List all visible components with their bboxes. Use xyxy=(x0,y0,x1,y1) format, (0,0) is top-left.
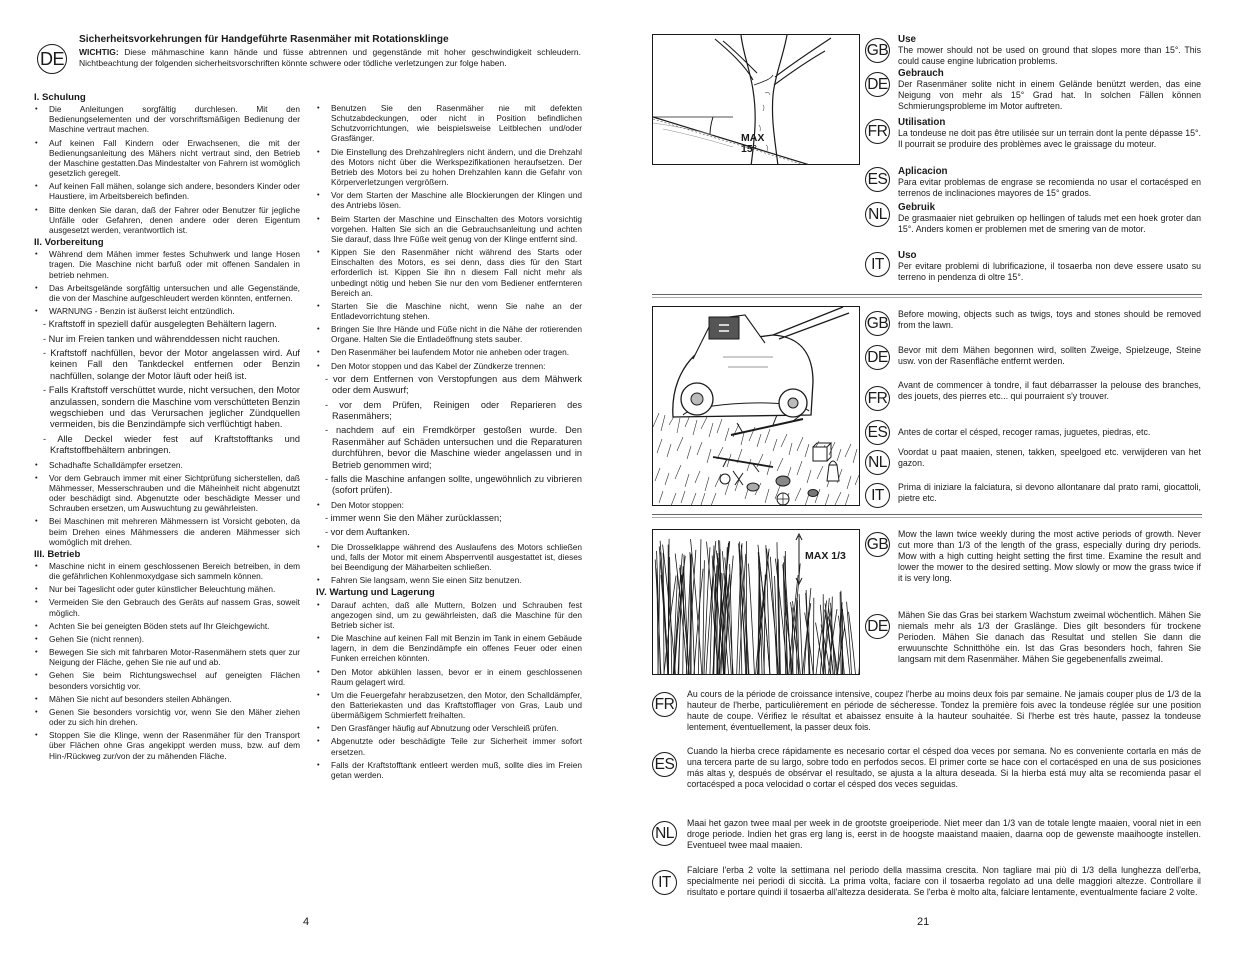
slope-heading: Utilisation xyxy=(898,117,946,128)
slope-text: De grasmaaier niet gebruiken op hellingen of taluds met een hoek groter dan 15°. Anders komen er problemen met de smering van de motor. xyxy=(898,213,1201,234)
lang-badge-de: DE xyxy=(865,614,890,639)
list-subitem: - immer wenn Sie den Mäher zurücklassen; xyxy=(325,512,502,523)
list-item: • Starten Sie die Maschine nicht, wenn Sie nahe an der Entladevorrichtung stehen. xyxy=(316,301,582,321)
list-item: • Fahren Sie langsam, wenn Sie einen Sitz benutzen. xyxy=(316,575,582,585)
slope-text: Para evitar problemas de engrase se recomienda no usar el cortacésped en terrenos de inclinaciones mayores de 15° grados. xyxy=(898,177,1201,198)
list-item: • Falls der Kraftstofftank entleert werden muß, sollte dies im Freien getan werden. xyxy=(316,760,582,780)
slope-block-de xyxy=(898,68,1201,112)
grass-blade xyxy=(816,627,822,675)
grass-text-nl: Maai het gazon twee maal per week in de grootste groeiperiode. Niet meer dan 1/3 van de totale lengte maaien, vooral niet in een droge periode. Indien het gras erg lang is, eerst in de hoogste maaistand maaien, daarna oop de gewenste maaihoogte instellen. Eventueel twee maal maaien. xyxy=(687,818,1201,850)
slope-text: La tondeuse ne doit pas être utilisée sur un terrain dont la pente dépasse 15°. Il pourrait se produire des problèmes avec le graissage du moteur. xyxy=(898,128,1201,149)
grass-text-de: Mähen Sie das Gras bei starkem Wachstum zweimal wöchentlich. Mähen Sie niemals mehr als 1/3 der Graslänge. Dies gilt besonders für trockene Perioden. Mähen Sie danach das Resultat und stellen Sie dann die erwuunschte Schnitthöhe ein. Ist das Gras besonders hoch, fahren Sie langsam mit dem Rasenmäher. Mähen Sie gegebenenfalls zweimal. xyxy=(898,610,1201,664)
slope-heading: Gebruik xyxy=(898,202,936,213)
grass-text-fr: Au cours de la période de croissance intensive, coupez l'herbe au moins deux fois par semaine. Ne jamais couper plus de 1/3 de la hauteur de l'herbe, particulièrement en période de sécheresse. Tondez la première fois avec la tondeuse réglée sur une position haute de coupe. Vérifiez le résultat et abaissez ensuite à la hauteur souhaitée. Si l'herbe est très haute, passez la tondeuse lentement, éventuellement, la passer deux fois. xyxy=(687,689,1201,732)
list-item: • Den Motor stoppen und das Kabel der Zündkerze trennen: xyxy=(316,361,582,371)
warning-paragraph xyxy=(79,47,581,69)
grass-height-illustration xyxy=(652,529,860,675)
list-item: • Die Anleitungen sorgfältig durchlesen. Mit den Bedienungselementen und der vorschriftsmäßigen Bedienung der Maschine vertraut machen. xyxy=(34,104,300,134)
list-subitem: - nachdem auf ein Fremdkörper gestoßen wurde. Den Rasenmäher auf Schäden untersuchen und die Reparaturen durchführen, bevor die Maschine wieder angelassen und in Betrieb genommen wird; xyxy=(325,425,582,470)
warning-text: Diese mähmaschine kann hände und füsse abtrennen und gegenstände mit hoher geschwindigkeit schleudern. Nichtbeachtung der folgenden sicherheitsvorschriften könnte schwere oder tödliche verletzungen zur folge haben. xyxy=(79,47,581,68)
page-number-right: 21 xyxy=(917,916,930,928)
slope-block-gb xyxy=(898,34,1201,67)
list-item: • Mähen Sie nicht auf besonders steilen Abhängen. xyxy=(34,694,300,704)
list-item: • Genen Sie besonders vorsichtig vor, wenn Sie den Mäher ziehen oder zu sich hin drehen. xyxy=(34,707,300,727)
grass-blade xyxy=(661,575,668,675)
list-item: • Stoppen Sie die Klinge, wenn der Rasenmäher für den Transport über Flächen ohne Gras angekippt werden muss, bzw. auf dem Hin-/Rückweg zur/von der zu mähenden Fläche. xyxy=(34,730,300,760)
debris-text-es: Antes de cortar el césped, recoger ramas, juguetes, piedras, etc. xyxy=(898,427,1151,437)
list-item: • Den Motor abkühlen lassen, bevor er in einem geschlossenen Raum gelagert wird. xyxy=(316,667,582,687)
lang-badge-gb: GB xyxy=(865,311,890,336)
list-item: • Das Arbeitsgelände sorgfältig untersuchen und alle Gegenstände, die von der Maschine aufgeschleudert werden könnten, entfernen. xyxy=(34,283,300,303)
list-item: • Auf keinen Fall Kindern oder Erwachsenen, die mit der Bedienungsanleitung des Mähers nicht vertraut sind, den Betrieb der Maschine gestatten.Das Mindestalter von Fahrern ist womöglich gesetzlich geregelt. xyxy=(34,138,300,179)
lang-badge-es: ES xyxy=(865,420,890,445)
lang-badge-gb: GB xyxy=(865,532,890,557)
lang-badge-fr: FR xyxy=(652,692,677,717)
list-subitem: - vor dem Prüfen, Reinigen oder Reparieren des Rasenmähers; xyxy=(325,399,582,421)
lang-badge-es: ES xyxy=(652,752,677,777)
list-item: • Vor dem Starten der Maschine alle Blockierungen der Klingen und des Antriebs lösen. xyxy=(316,190,582,210)
list-item: • Bitte denken Sie daran, daß der Fahrer oder Benutzer für jegliche Unfälle oder Gefahren, denen andere oder deren Eigentum ausgesetzt werden, verantwortlich ist. xyxy=(34,205,300,235)
list-item: • Maschine nicht in einem geschlossenen Bereich betreiben, in dem die gefährlichen Kohlenmoxydgase sich sammeln können. xyxy=(34,561,300,581)
grass-text-es: Cuando la hierba crece rápidamente es necesario cortar el césped doa veces por semana. No es conveniente cortarla en más de una tercera parte de su largo, sobre todo en perfodos secos. El primer corte se hace con el cortacésped en una de sus posiciones más altas y, después de obsérvar el resultado, se ajusta a la altura deseada. Si la hierba está muy alta se recomienda pasar el cortacésped a poca velocidad o cortar el césped dos veces seguidas. xyxy=(687,746,1201,789)
slope-heading: Aplicacion xyxy=(898,166,948,177)
lang-badge-it: IT xyxy=(652,870,677,895)
section-divider xyxy=(652,294,1202,298)
list-subitem: - vor dem Entfernen von Verstopfungen aus dem Mähwerk oder dem Auswurf; xyxy=(325,373,582,396)
grass-blade xyxy=(703,560,705,675)
slope-illustration xyxy=(652,34,860,165)
list-item: • Während dem Mähen immer festes Schuhwerk und lange Hosen tragen. Die Maschine nicht barfuß oder mit offenen Sandalen in betrieb nehmen. xyxy=(34,249,300,279)
list-subitem: - Falls Kraftstoff verschüttet wurde, nicht versuchen, den Motor anzulassen, sondern die Maschine vom verschütteten Benzin wegschieben und das Verursachen jeglicher Zündquellen vermeiden, bis die Benzindämpfe sich verflüchtigt haben. xyxy=(43,385,300,430)
list-item: • Die Einstellung des Drehzahlreglers nicht ändern, und die Drehzahl des Motors nicht über die Werkspezifikationen heraufsetzen. Der Betrieb des Motors bei zu hohen Drehzahlen kann die Gefahr von Körperverletzungen vergrößern. xyxy=(316,147,582,188)
grass-blade xyxy=(663,553,664,675)
slope-heading: Use xyxy=(898,34,916,45)
lang-badge-de: DE xyxy=(865,72,890,97)
section-heading: IV. Wartung und Lagerung xyxy=(316,587,435,599)
slope-block-fr xyxy=(898,117,1201,150)
safety-column-1 xyxy=(34,89,300,764)
slope-max-label: MAX 15° xyxy=(741,132,765,155)
grass-max-label: MAX 1/3 xyxy=(805,550,846,562)
slope-text: Per evitare problemi di lubrificazione, il tosaerba non deve essere usato su terreno in pendenza di oltre 15°. xyxy=(898,261,1201,282)
grass-blade xyxy=(766,545,770,675)
list-item: • Gehen Sie beim Richtungswechsel auf geneigten Flächen besonders vorsichtig vor. xyxy=(34,670,300,690)
section-heading: I. Schulung xyxy=(34,92,86,103)
list-item: • Nur bei Tageslicht oder guter künstlicher Beleuchtung mähen. xyxy=(34,584,300,594)
section-list xyxy=(316,600,582,781)
list-item: • Schadhafte Schalldämpfer ersetzen. xyxy=(34,460,300,470)
warning-label: WICHTIG: xyxy=(79,47,119,57)
section-divider xyxy=(652,514,1202,518)
section-list xyxy=(34,104,300,235)
debris-text-gb: Before mowing, objects such as twigs, toys and stones should be removed from the lawn. xyxy=(898,309,1201,330)
grass-blade xyxy=(675,554,687,675)
safety-column-2 xyxy=(316,103,582,783)
list-subitem: - Kraftstoff in speziell dafür ausgelegten Behältern lagern. xyxy=(43,319,277,330)
lang-badge-it: IT xyxy=(865,483,890,508)
lang-badge-nl: NL xyxy=(652,821,677,846)
slope-block-nl xyxy=(898,202,1201,235)
list-subitem: - Kraftstoff nachfüllen, bevor der Motor angelassen wird. Auf keinen Fall den Tankdeckel entfernen oder Benzin nachfüllen, solange der Motor läuft oder heiß ist. xyxy=(43,347,300,381)
grass-blade xyxy=(748,564,754,675)
debris-text-fr: Avant de commencer à tondre, il faut débarrasser la pelouse des branches, des jouets, des pierres etc... qui pourraient s'y trouver. xyxy=(898,380,1201,401)
lang-badge-de: DE xyxy=(865,345,890,370)
list-subitem: - Alle Deckel wieder fest auf Kraftstofftanks und Kraftstoffbehältern anbringen. xyxy=(43,433,300,456)
page-title: Sicherheitsvorkehrungen für Handgeführte Rasenmäher mit Rotationsklinge xyxy=(79,34,449,45)
lang-badge-nl: NL xyxy=(865,450,890,475)
list-item: • Darauf achten, daß alle Muttern, Bolzen und Schrauben fest angezogen sind, um zu gewährleisten, daß die Maschine für den Betrieb sicher ist. xyxy=(316,600,582,630)
slope-heading: Gebrauch xyxy=(898,68,944,79)
list-item: • Benutzen Sie den Rasenmäher nie mit defekten Schutzabdeckungen, oder nicht in Position befindlichen Schutzvorrichtungen, wie beispielsweise Leitblechen und/oder Grasfänger. xyxy=(316,103,582,144)
debris-text-de: Bevor mit dem Mähen begonnen wird, sollten Zweige, Spielzeuge, Steine usw. von der Rasenfläche entfernt werden. xyxy=(898,345,1201,366)
list-item: • Bei Maschinen mit mehreren Mähmessern ist Vorsicht geboten, da beim Drehen eines Mähmessers die anderen Mähmesser sich womöglich mit drehen. xyxy=(34,516,300,546)
list-item: • Vermeiden Sie den Gebrauch des Geräts auf nassem Gras, soweit möglich. xyxy=(34,597,300,617)
section-heading: III. Betrieb xyxy=(34,548,81,560)
list-subitem: - vor dem Auftanken. xyxy=(325,527,410,538)
list-item: • Bewegen Sie sich mit fahrbaren Motor-Rasenmähern stets quer zur Neigung der Fläche, gehen Sie nie auf und ab. xyxy=(34,647,300,667)
lang-badge-de: DE xyxy=(37,44,67,74)
lang-badge-nl: NL xyxy=(865,202,890,227)
slope-block-es xyxy=(898,166,1201,199)
grass-blade xyxy=(859,622,860,675)
section-list xyxy=(34,249,300,547)
grass-text-gb: Mow the lawn twice weekly during the most active periods of growth. Never cut more than 1/3 of the length of the grass, especially during dry periods. Mow with a high cutting height setting the first time. Examine the result and lower the mower to the desired setting. Mow slowly or mow the grass twice if it is very long. xyxy=(898,529,1201,583)
lang-badge-fr: FR xyxy=(865,119,890,144)
list-item: • Gehen Sie (nicht rennen). xyxy=(34,634,300,644)
lang-badge-es: ES xyxy=(865,167,890,192)
list-item: • Beim Starten der Maschine und Einschalten des Motors vorsichtig vorgehen. Halten Sie sich an die Gebrauchsanleitung und achten Sie darauf, dass Ihre Füße weit genug von der Klinge entfernt sind. xyxy=(316,214,582,244)
slope-text: Der Rasenmäner solite nicht in einem Gelände benützt werden, das eine Neigung von mehr als 15° Grad hat. In solchen Fällen können Schmierungsprobleme im Motor auftreten. xyxy=(898,79,1201,111)
list-item: • Die Maschine auf keinen Fall mit Benzin im Tank in einem Gebäude lagern, in dem die Benzindämpfe ein offenes Feuer oder einen Funken erreichen könnten. xyxy=(316,633,582,663)
list-item: • Den Grasfänger häufig auf Abnutzung oder Verschleiß prüfen. xyxy=(316,723,582,733)
slope-block-it xyxy=(898,250,1201,283)
list-item: • Vor dem Gebrauch immer mit einer Sichtprüfung sicherstellen, daß Mähmesser, Messerschrauben und die Mäheinheit nicht abgenutzt oder beschädigt sind. Abgenutzte oder beschädigte Messer und Schrauben ersetzen, um Auswuchtung zu gewährleisten. xyxy=(34,473,300,514)
list-item: • Achten Sie bei geneigten Böden stets auf Ihr Gleichgewicht. xyxy=(34,621,300,631)
debris-text-it: Prima di iniziare la falciatura, si devono allontanare dal prato rami, giocattoli, pietre etc. xyxy=(898,482,1201,503)
list-subitem: - Nur im Freien tanken und währenddessen nicht rauchen. xyxy=(43,333,280,344)
lang-badge-gb: GB xyxy=(865,38,890,63)
page-number-left: 4 xyxy=(303,916,310,928)
debris-illustration xyxy=(652,306,860,506)
lang-badge-fr: FR xyxy=(865,386,890,411)
list-item: • Auf keinen Fall mähen, solange sich andere, besonders Kinder oder Haustiere, im Arbeitsbereich befinden. xyxy=(34,181,300,201)
slope-text: The mower should not be used on ground that slopes more than 15°. This could cause engine lubrication problems. xyxy=(898,45,1201,66)
list-subitem: - falls die Maschine anfangen sollte, ungewöhnlich zu vibrieren (sofort prüfen). xyxy=(325,474,582,496)
list-item: • Den Rasenmäher bei laufendem Motor nie anheben oder tragen. xyxy=(316,347,582,357)
grass-blade xyxy=(674,554,682,675)
section-heading: II. Vorbereitung xyxy=(34,237,104,249)
slope-heading: Uso xyxy=(898,250,917,261)
list-item: • Abgenutzte oder beschädigte Teile zur Sicherheit immer sofort ersetzen. xyxy=(316,736,582,756)
list-item: • Kippen Sie den Rasenmäher nicht während des Starts oder Einschalten des Motors, es sei denn, dass dies für den Start erforderlich ist. Kippen Sie ihn n diesem Fall nicht mehr als unbedingt nötig und heben Sie nur den vom Bediener entfernteren Bereich an. xyxy=(316,247,582,298)
list-item: • Die Drosselklappe während des Auslaufens des Motors schließen und, falls der Motor mit einem Absperrventil ausgestattet ist, dieses bei Beendigung der Mäharbeiten schließen. xyxy=(316,542,582,572)
section-list xyxy=(316,103,582,585)
list-item: • Bringen Sie Ihre Hände und Füße nicht in die Nähe der rotierenden Organe. Halten Sie die Entladeöffnung stets sauber. xyxy=(316,324,582,344)
mower-with-debris-icon xyxy=(653,307,860,506)
list-item: • Den Motor stoppen: xyxy=(316,500,582,510)
section-list xyxy=(34,561,300,761)
debris-text-nl: Voordat u paat maaien, stenen, takken, speelgoed etc. verwijderen van het gazon. xyxy=(898,447,1201,468)
grass-text-it: Falciare l'erba 2 volte la settimana nel periodo della massima crescita. Non tagliare mai più di 1/3 della lunghezza dell'erba, specialmente nei periodi di siccità. La prima volta, faciare con il tosaerba regolato ad una delle maggiori altezze. Controllare il risultato e portare quindi il tosaerba all'altezza desiderata. Se l'erba è molto alta, falciare lentamente, eventualmente faciare 2 volte. xyxy=(687,865,1201,897)
list-item: • Um die Feuergefahr herabzusetzen, den Motor, den Schalldämpfer, den Batteriekasten und das Kraftstofflager von Gras, Laub und übermäßigem Schmierfett freihalten. xyxy=(316,690,582,720)
lang-badge-it: IT xyxy=(865,252,890,277)
list-item: • WARNUNG - Benzin ist äußerst leicht entzündlich. xyxy=(34,306,300,316)
